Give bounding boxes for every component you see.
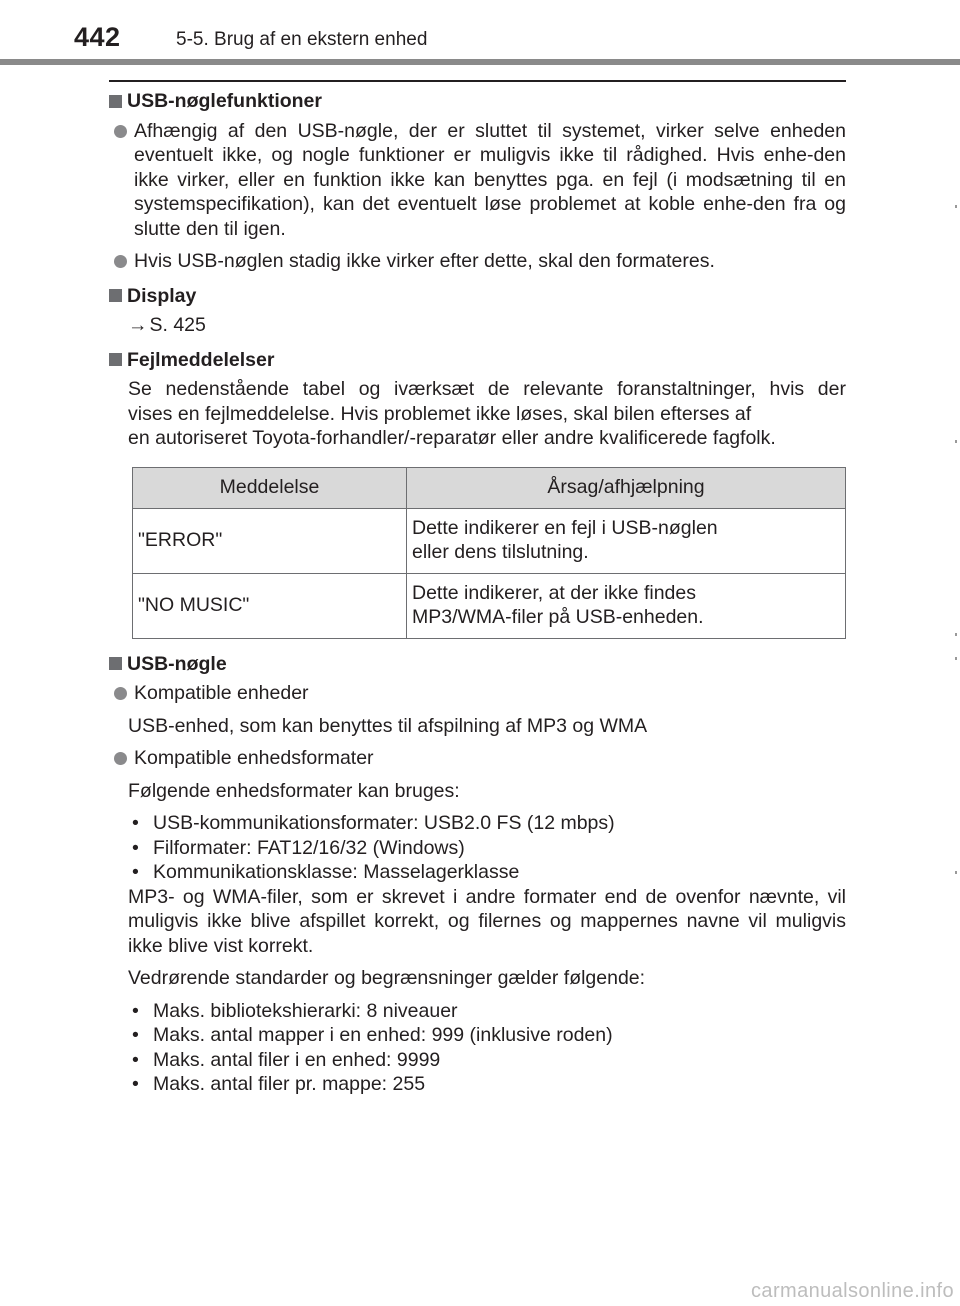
formats-note: MP3- og WMA-filer, som er skrevet i andre formater end de ovenfor nævnte, vil muligvis ikke blive afspillet korrekt, og filernes og mappernes navne vil muligvis ikke blive vist korrekt. — [128, 885, 846, 957]
list-item: Afhængig af den USB-nøgle, der er sluttet til systemet, virker selve enheden eventuelt ikke, og nogle funktioner er muligvis ikke til rådighed. Hvis enhe-den ikke virker, eller en funktion ikke kan benyttes pga. en fejl (i modsætning til en systemspecifikation), kan det eventuelt løse problemet at koble enhe-den fra og slutte den til igen. — [109, 119, 846, 242]
list-item: • Maks. antal filer i en enhed: 9999 — [132, 1048, 441, 1071]
edge-mark — [955, 633, 957, 636]
square-bullet-icon — [109, 95, 122, 108]
list-item: • USB-kommunikationsformater: USB2.0 FS (12 mbps) — [132, 812, 615, 834]
compatible-devices-text: USB-enhed, som kan benyttes til afspilning af MP3 og WMA — [128, 714, 648, 737]
arrow-icon: → — [128, 314, 148, 336]
square-bullet-icon — [109, 657, 122, 670]
list-item: • Maks. antal filer pr. mappe: 255 — [132, 1073, 426, 1095]
usb-functions-heading: USB-nøglefunktioner — [109, 89, 846, 114]
table-cell: "NO MUSIC" — [133, 573, 407, 638]
square-bullet-icon — [109, 353, 122, 366]
errors-heading: Fejlmeddelelser — [109, 348, 846, 373]
table-cell: Dette indikerer, at der ikke findes MP3/WMA-filer på USB-enheden. — [407, 573, 846, 638]
page-header — [0, 0, 960, 62]
page-reference: → S. 425 — [128, 314, 206, 336]
edge-mark — [955, 871, 957, 874]
edge-mark — [955, 657, 957, 660]
list-item: Kompatible enhedsformater — [109, 746, 846, 771]
square-bullet-icon — [109, 289, 122, 302]
list-item: • Maks. bibliotekshierarki: 8 niveauer — [132, 999, 458, 1022]
round-bullet-icon — [114, 687, 127, 700]
table-header: Årsag/afhjælpning — [407, 467, 846, 508]
display-heading: Display — [109, 284, 846, 309]
table-cell: Dette indikerer en fejl i USB-nøglen eller dens tilslutning. — [407, 508, 846, 573]
list-item: Kompatible enheder — [109, 681, 846, 706]
error-table — [132, 467, 846, 639]
limits-intro: Vedrørende standarder og begrænsninger gælder følgende: — [128, 967, 646, 989]
formats-list — [128, 811, 846, 885]
list-item: • Filformater: FAT12/16/32 (Windows) — [132, 836, 465, 859]
edge-mark — [955, 440, 957, 443]
round-bullet-icon — [114, 125, 127, 138]
usb-key-heading: USB-nøgle — [109, 652, 846, 677]
formats-intro: Følgende enhedsformater kan bruges: — [128, 779, 460, 802]
list-item: Hvis USB-nøglen stadig ikke virker efter dette, skal den formateres. — [109, 249, 846, 274]
table-cell: "ERROR" — [133, 508, 407, 573]
header-rule — [0, 59, 960, 65]
watermark[interactable]: carmanualsonline.info — [751, 1280, 954, 1302]
list-item: • Maks. antal mapper i en enhed: 999 (inklusive roden) — [132, 1024, 613, 1046]
table-row — [133, 508, 846, 573]
page-body — [109, 89, 846, 1097]
table-header: Meddelelse — [133, 467, 407, 508]
round-bullet-icon — [114, 752, 127, 765]
list-item: • Kommunikationsklasse: Masselagerklasse — [132, 861, 520, 883]
section-title: 5-5. Brug af en ekstern enhed — [176, 29, 428, 50]
table-row — [133, 573, 846, 638]
edge-mark — [955, 205, 957, 208]
round-bullet-icon — [114, 255, 127, 268]
top-rule — [109, 80, 846, 82]
page-number: 442 — [74, 22, 121, 52]
errors-intro: Se nedenstående tabel og iværksæt de relevante foranstaltninger, hvis der vises en fejlmeddelelse. Hvis problemet ikke løses, skal bilen efterses af en autoriseret Toyota-forhandler/-reparatør eller andre kvalificerede fagfolk. — [128, 378, 846, 449]
limits-list — [128, 999, 846, 1097]
